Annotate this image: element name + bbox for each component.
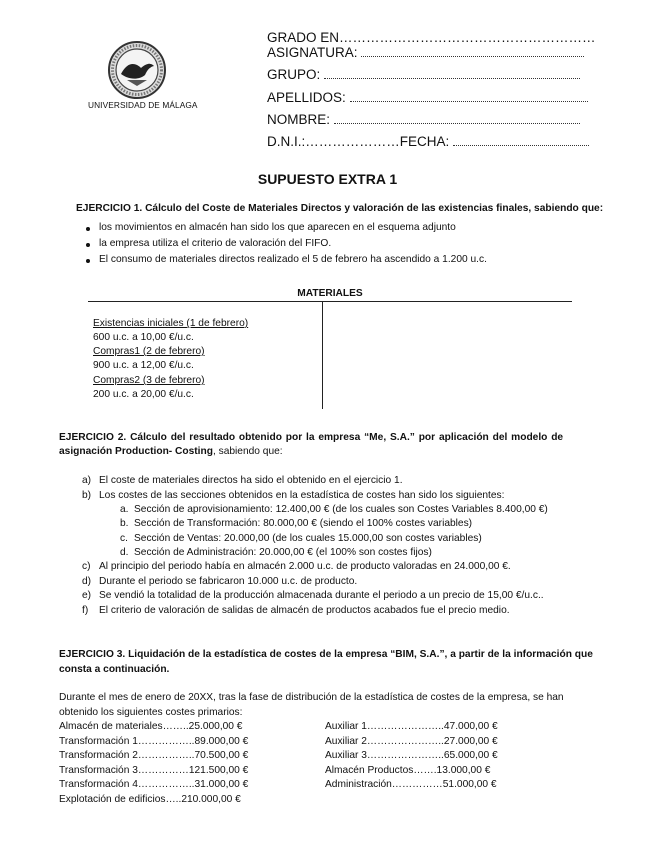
cost-item: Transformación 1……………..89.000,00 €: [59, 736, 249, 747]
t-account-entry: 200 u.c. a 20,00 €/u.c.: [93, 389, 194, 400]
university-name: UNIVERSIDAD DE MÁLAGA: [88, 100, 198, 110]
t-account-entry: Compras2 (3 de febrero): [93, 375, 205, 386]
bullet-dot-icon: [86, 243, 90, 247]
grupo-field: [267, 67, 580, 82]
grado-field: [267, 30, 596, 45]
page-title: SUPUESTO EXTRA 1: [257, 171, 398, 187]
asignatura-label: ASIGNATURA:: [267, 45, 358, 60]
list-marker: a): [82, 475, 92, 486]
ej2-heading-rest: , sabiendo que:: [212, 446, 283, 457]
ej1-heading: EJERCICIO 1. Cálculo del Coste de Materiales Directos y valoración de las existencias finales, sabiendo que:: [76, 203, 604, 214]
t-account-entry: 600 u.c. a 10,00 €/u.c.: [93, 332, 194, 343]
list-marker: f): [82, 605, 89, 616]
list-marker: c): [82, 561, 91, 572]
ej2-model-name: asignación Production- Costing: [59, 446, 213, 457]
t-account-title: MATERIALES: [297, 288, 363, 299]
dni-fecha-field: [267, 134, 589, 149]
sub-list-item: Sección de Ventas: 20.000,00 (de los cuales 15.000,00 son costes variables): [134, 533, 482, 544]
bullet-dot-icon: [86, 259, 90, 263]
list-item: Durante el periodo se fabricaron 10.000 u.c. de producto.: [99, 576, 358, 587]
ej3-intro-line1: Durante el mes de enero de 20XX, tras la fase de distribución de la estadística de costes de la empresa, se han: [59, 692, 564, 703]
list-item: El coste de materiales directos ha sido el obtenido en el ejercicio 1.: [99, 475, 403, 486]
list-item: Se vendió la totalidad de la producción almacenada durante el periodo a un precio de 15,00 €/u.c..: [99, 590, 544, 601]
grupo-input-line[interactable]: [324, 78, 580, 79]
ej1-bullet: los movimientos en almacén han sido los que aparecen en el esquema adjunto: [99, 222, 456, 233]
nombre-field: [267, 112, 580, 127]
cost-item: Auxiliar 3…………………..65.000,00 €: [325, 750, 498, 761]
cost-item: Transformación 4……………..31.000,00 €: [59, 779, 249, 790]
apellidos-input-line[interactable]: [350, 101, 588, 102]
sub-list-marker: d.: [120, 547, 129, 558]
cost-item: Auxiliar 2…………………..27.000,00 €: [325, 736, 498, 747]
sub-list-marker: b.: [120, 518, 129, 529]
t-account-entry: 900 u.c. a 12,00 €/u.c.: [93, 360, 194, 371]
bullet-dot-icon: [86, 227, 90, 231]
list-item: Los costes de las secciones obtenidos en la estadística de costes han sido los siguientes:: [99, 490, 505, 501]
list-marker: d): [82, 576, 92, 587]
cost-item: Transformación 2……………..70.500,00 €: [59, 750, 249, 761]
sub-list-item: Sección de Transformación: 80.000,00 € (siendo el 100% costes variables): [134, 518, 473, 529]
cost-item: Auxiliar 1…………………..47.000,00 €: [325, 721, 498, 732]
apellidos-label: APELLIDOS:: [267, 90, 346, 105]
t-account-entry: Compras1 (2 de febrero): [93, 346, 205, 357]
university-seal-logo: [107, 40, 167, 100]
grado-label: GRADO EN…………………………………………………: [267, 30, 596, 45]
t-account-horizontal-line: [88, 301, 572, 302]
asignatura-field: [267, 45, 584, 60]
apellidos-field: [267, 90, 588, 105]
ej1-bullet: la empresa utiliza el criterio de valoración del FIFO.: [99, 238, 332, 249]
nombre-input-line[interactable]: [334, 123, 580, 124]
cost-item: Explotación de edificios…..210.000,00 €: [59, 794, 241, 805]
ej2-heading-line2: [59, 446, 283, 457]
list-marker: e): [82, 590, 92, 601]
list-marker: b): [82, 490, 92, 501]
asignatura-input-line[interactable]: [361, 56, 584, 57]
t-account-vertical-line: [322, 301, 323, 409]
ej2-heading-line1: EJERCICIO 2. Cálculo del resultado obtenido por la empresa “Me, S.A.” por aplicación del modelo de: [59, 432, 564, 443]
ej3-intro-line2: obtenido los siguientes costes primarios:: [59, 707, 243, 718]
cost-item: Almacén de materiales……..25.000,00 €: [59, 721, 243, 732]
ej1-bullet: El consumo de materiales directos realizado el 5 de febrero ha ascendido a 1.200 u.c.: [99, 254, 487, 265]
ej3-heading-line1: EJERCICIO 3. Liquidación de la estadística de costes de la empresa “BIM, S.A.”, a partir de la información que: [59, 649, 593, 660]
sub-list-marker: c.: [120, 533, 128, 544]
sub-list-marker: a.: [120, 504, 129, 515]
cost-item: Almacén Productos…….13.000,00 €: [325, 765, 491, 776]
grupo-label: GRUPO:: [267, 67, 321, 82]
ej3-heading-line2: consta a continuación.: [59, 664, 170, 675]
fecha-input-line[interactable]: [453, 145, 589, 146]
sub-list-item: Sección de Administración: 20.000,00 € (el 100% son costes fijos): [134, 547, 432, 558]
sub-list-item: Sección de aprovisionamiento: 12.400,00 € (de los cuales son Costes Variables 8.400,00 €): [134, 504, 548, 515]
cost-item: Transformación 3……………121.500,00 €: [59, 765, 249, 776]
cost-item: Administración……………51.000,00 €: [325, 779, 497, 790]
t-account-entry: Existencias iniciales (1 de febrero): [93, 318, 249, 329]
list-item: Al principio del periodo había en almacén 2.000 u.c. de producto valoradas en 24.000,00 €.: [99, 561, 511, 572]
nombre-label: NOMBRE:: [267, 112, 331, 127]
dni-fecha-label: D.N.I.:…………………FECHA:: [267, 134, 450, 149]
list-item: El criterio de valoración de salidas de almacén de productos acabados fue el precio medio.: [99, 605, 510, 616]
